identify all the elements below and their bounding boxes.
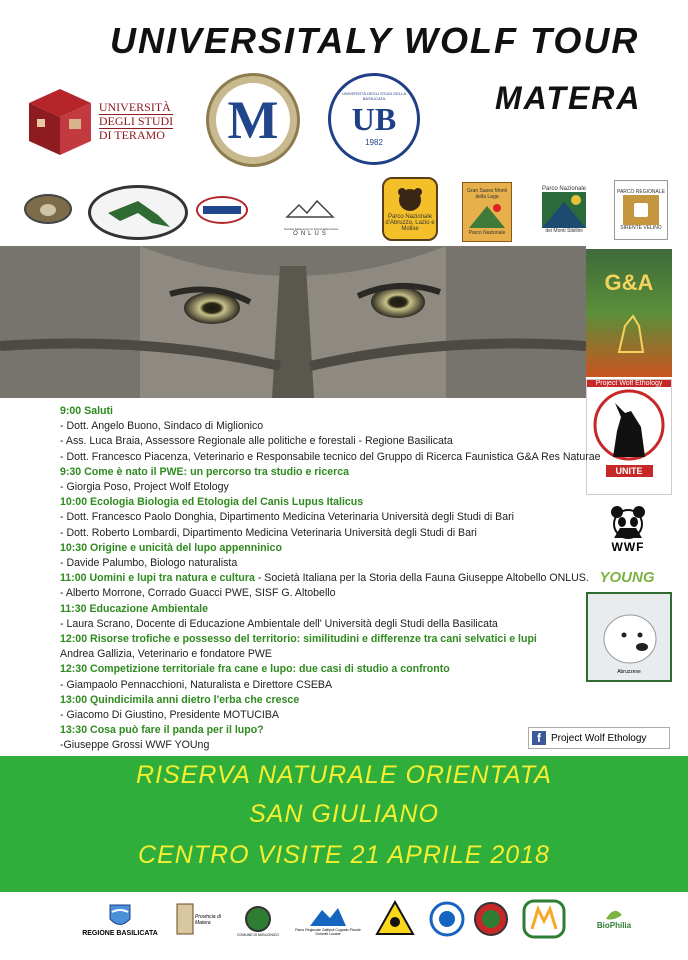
sibillini-mountain-icon — [542, 192, 586, 228]
animals-icon — [281, 187, 341, 227]
basilicata-ring-text: UNIVERSITÀ DEGLI STUDI DELLA BASILICATA — [341, 91, 406, 101]
teramo-cube-icon — [25, 85, 95, 157]
panda-icon — [608, 504, 648, 540]
m-emblem-icon — [522, 899, 566, 939]
schedule-speaker: - Dott. Francesco Piacenza, Veterinario e Responsabile tecnico del Gruppo di Ricerca Faunistica G&A Res Naturae — [60, 450, 601, 463]
schedule-heading — [60, 465, 600, 480]
schedule-speaker: Andrea Gallizia, Veterinario e fondatore PWE — [60, 648, 272, 661]
schedule-heading — [60, 723, 600, 738]
facebook-link[interactable] — [528, 727, 670, 749]
gran-sasso-name: Gran Sasso Monti della Laga — [466, 188, 508, 200]
title-line-2: MATERA — [495, 80, 642, 116]
schedule-speaker: - Davide Palumbo, Biologo naturalista — [60, 557, 238, 570]
biophilia-label: BioPhilia — [596, 920, 632, 930]
title-line-1: UNIVERSITALY WOLF TOUR — [110, 20, 640, 61]
schedule-speaker: -Giuseppe Grossi WWF YOUng — [60, 739, 210, 752]
basilicata-logo — [328, 73, 420, 165]
facebook-label: Project Wolf Ethology — [551, 732, 647, 744]
red-round-logo — [472, 900, 510, 938]
basilicata-year: 1982 — [365, 138, 383, 147]
abruzzo-park-logo — [382, 177, 438, 241]
schedule-speaker: - Dott. Roberto Lombardi, Dipartimento Medicina Veterinaria Università degli Studi di Bari — [60, 526, 477, 539]
schedule-heading — [60, 495, 600, 510]
schedule-speaker: - Dott. Angelo Buono, Sindaco di Miglionico — [60, 420, 264, 433]
provincia-matera-logo — [170, 898, 230, 942]
facebook-icon: f — [532, 731, 546, 745]
unite-label: UNITE — [606, 465, 653, 477]
basilicata-ub: UB — [351, 101, 397, 137]
regione-basilicata-logo — [80, 898, 160, 942]
fauna-society-logo — [274, 183, 348, 241]
schedule-heading-text: 11:30 Educazione Ambientale — [60, 602, 208, 615]
sibillini-top: Parco Nazionale — [541, 186, 587, 192]
schedule-speaker: - Giampaolo Pennacchioni, Naturalista e Direttore CSEBA — [60, 678, 333, 691]
biophilia-logo — [584, 900, 644, 936]
abruzzo-park-name: Parco Nazionale d'Abruzzo, Lazio e Molise — [385, 214, 435, 232]
schedule-heading — [60, 632, 600, 647]
schedule-heading — [60, 571, 600, 586]
schedule-heading — [60, 602, 600, 617]
young-text: YOUNG — [599, 568, 655, 586]
comune-miglionico-logo — [236, 900, 280, 942]
venue-line-1: RISERVA NATURALE ORIENTATA — [136, 761, 552, 789]
wolf-eyes-photo — [0, 246, 586, 398]
program-schedule — [60, 404, 600, 754]
wwf-text: WWF — [611, 540, 645, 554]
parco-mountain-icon — [308, 904, 348, 928]
matera-m-logo — [206, 73, 300, 167]
italy-map-icon — [98, 193, 178, 233]
ga-text: G&A — [604, 270, 654, 295]
comune-emblem-icon — [240, 905, 276, 933]
fauna-society-name: Società Italiana per la Storia della Fauna — [283, 227, 339, 231]
schedule-heading-text: 12:30 Competizione territoriale fra cane e lupo: due casi di studio a confronto — [60, 663, 450, 676]
schedule-heading-rest: - Società Italiana per la Storia della Fauna Giuseppe Altobello ONLUS. — [254, 572, 589, 585]
schedule-speaker: - Giorgia Poso, Project Wolf Etology — [60, 481, 229, 494]
mountain-icon — [467, 200, 507, 230]
regione-basilicata-label: REGIONE BASILICATA — [82, 929, 158, 937]
comune-label: COMUNE DI MIGLIONICO — [236, 933, 279, 937]
warning-triangle-icon — [375, 900, 415, 936]
parco-gallipoli-label: Parco Regionale Gallipoli Cognato Piccole Dolomiti Lucane — [295, 928, 361, 936]
sirente-top: PARCO REGIONALE — [617, 189, 665, 195]
blue-round-emblem-icon — [429, 901, 465, 937]
howling-wolf-icon — [591, 387, 667, 465]
gran-sasso-logo — [462, 182, 512, 242]
fauna-onlus: ONLUS — [293, 231, 329, 237]
red-round-emblem-icon — [473, 901, 509, 937]
gran-sasso-sub: Parco Nazionale — [468, 230, 506, 236]
venue-line-2: SAN GIULIANO — [249, 800, 439, 828]
schedule-heading-text: 12:00 Risorse trofiche e possesso del territorio: similitudini e differenze tra cani selvatici e lupi — [60, 633, 537, 646]
schedule-heading-text: 9:00 Saluti — [60, 405, 113, 417]
parco-gallipoli-logo — [290, 898, 366, 942]
schedule-heading-text: 10:30 Origine e unicità del lupo appenninico — [60, 541, 282, 554]
schedule-speaker: - Dott. Francesco Paolo Donghia, Dipartimento Medicina Veterinaria Università degli Studi di Bari — [60, 511, 514, 524]
teramo-line3: DI TERAMO — [99, 128, 173, 142]
regione-shield-icon — [109, 904, 131, 930]
leaf-icon — [604, 907, 624, 921]
bear-icon — [395, 186, 425, 214]
wwf-logo — [596, 500, 660, 558]
schedule-heading — [60, 541, 600, 556]
italy-map-logo — [88, 185, 188, 240]
schedule-heading-text: 10:00 Ecologia Biologia ed Etologia del Canis Lupus Italicus — [60, 496, 364, 509]
pwe-caption: Project Wolf Ethology — [587, 380, 671, 387]
schedule-heading-text: 9:30 Come è nato il PWE: un percorso tra studio e ricerca — [60, 465, 350, 478]
matera-m-letter: M — [227, 90, 279, 150]
schedule-speaker: - Laura Scrano, Docente di Educazione Ambientale dell' Università degli Studi della Basilicata — [60, 617, 498, 630]
sibillini-logo — [536, 179, 592, 241]
wolf-howl-icon — [599, 296, 659, 356]
blue-round-logo — [428, 900, 466, 938]
wolf-face-icon — [0, 246, 586, 398]
wolf-badge-logo — [24, 194, 72, 224]
schedule-speaker: - Ass. Luca Braia, Assessore Regionale alle politiche e forestali - Regione Basilicata — [60, 435, 453, 448]
schedule-heading — [60, 693, 600, 708]
triangle-logo — [372, 898, 418, 938]
schedule-heading-text: 13:00 Quindicimila anni dietro l'erba che cresce — [60, 693, 300, 706]
provincia-shield-icon — [175, 902, 195, 938]
young-logo — [592, 566, 662, 588]
sirente-bottom: SIRENTE VELINO — [620, 225, 662, 231]
schedule-heading-text: 13:30 Cosa può fare il panda per il lupo? — [60, 724, 264, 737]
schedule-speaker: - Alberto Morrone, Corrado Guacci PWE, SISF G. Altobello — [60, 587, 336, 600]
sibillini-bottom: dei Monti Sibillini — [545, 228, 583, 234]
venue-line-3: CENTRO VISITE 21 APRILE 2018 — [138, 841, 550, 869]
teramo-line2: DEGLI STUDI — [98, 113, 174, 128]
abruzzese-label: Abruzzese — [617, 669, 641, 675]
schedule-speaker: - Giacomo Di Giustino, Presidente MOTUCIBA — [60, 709, 280, 722]
sirente-logo — [614, 180, 668, 240]
ga-logo — [586, 249, 672, 377]
oval-badge-logo — [196, 196, 248, 224]
sheepdog-icon — [594, 599, 664, 669]
teramo-line1: UNIVERSITÀ — [98, 99, 171, 114]
schedule-heading — [60, 404, 600, 419]
teramo-logo — [24, 84, 174, 158]
schedule-heading — [60, 662, 600, 677]
m-green-logo — [520, 898, 568, 940]
provincia-label: Provincia di Matera — [195, 914, 221, 926]
schedule-heading-text: 11:00 Uomini e lupi tra natura e cultura — [60, 572, 255, 585]
